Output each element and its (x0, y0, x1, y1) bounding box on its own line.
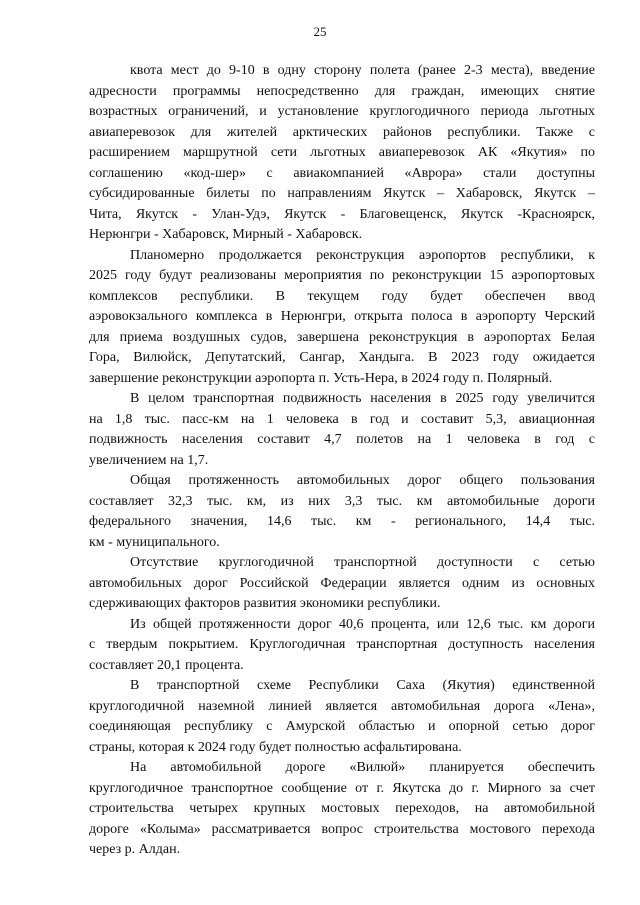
text-line: составляет 32,3 тыс. км, из них 3,3 тыс. км автомобильные дороги (89, 493, 595, 509)
paragraph (89, 246, 595, 390)
text-line: адресности программы непосредственно для граждан, имеющих снятие (89, 83, 595, 99)
text-line: авиаперевозок для жителей арктических районов республики. Также с (89, 124, 595, 140)
text-line: для приема воздушных судов, завершена реконструкция в аэропортах Белая (89, 329, 595, 345)
text-line: строительства четырех крупных мостовых переходов, на автомобильной (89, 801, 595, 816)
text-line: возрастных ограничений, и установление круглогодичного периода льготных (89, 104, 595, 119)
text-line: расширением маршрутной сети льготных авиаперевозок АК «Якутия» по (89, 145, 595, 160)
paragraph (89, 471, 595, 553)
text-line: км - муниципального. (89, 534, 220, 550)
text-line: соглашению «код-шер» с авиакомпанией «Аврора» стали доступны (89, 165, 595, 181)
text-line: круглогодичной наземной линией является автомобильная дорога «Лена», (89, 698, 595, 714)
text-line: дороге «Колыма» рассматривается вопрос строительства мостового перехода (89, 821, 595, 837)
text-line: сдерживающих факторов развития экономики республики. (89, 596, 441, 611)
text-line: В целом транспортная подвижность населения в 2025 году увеличится (130, 391, 595, 406)
text-line: 2025 году будут реализованы мероприятия по реконструкции 15 аэропортовых (89, 268, 595, 283)
text-line: Нерюнгри - Хабаровск, Мирный - Хабаровск. (89, 227, 363, 242)
text-line: завершение реконструкции аэропорта п. Усть-Нера, в 2024 году п. Полярный. (89, 370, 553, 386)
text-line: Чита, Якутск - Улан-Удэ, Якутск - Благовещенск, Якутск -Красноярск, (89, 206, 595, 222)
paragraph (89, 553, 595, 615)
text-line: с твердым покрытием. Круглогодичная транспортная доступность населения (89, 637, 595, 652)
text-line: составляет 20,1 процента. (89, 657, 244, 673)
text-line: подвижность населения составит 4,7 полетов на 1 человека в год с (89, 432, 595, 447)
text-line: на 1,8 тыс. пасс-км на 1 человека в год и составит 5,3, авиационная (89, 411, 595, 427)
text-line: В транспортной схеме Республики Саха (Якутия) единственной (130, 678, 595, 693)
text-line: федерального значения, 14,6 тыс. км - регионального, 14,4 тыс. (89, 514, 595, 529)
text-line: Гора, Вилюйск, Депутатский, Сангар, Хандыга. В 2023 году ожидается (89, 350, 595, 365)
text-line: субсидированные билеты по направлениям Якутск – Хабаровск, Якутск – (89, 186, 595, 201)
text-line: круглогодичное транспортное сообщение от г. Якутска до г. Мирного за счет (89, 780, 595, 796)
text-line: аэровокзального комплекса в Нерюнгри, открыта полоса в аэропорту Черский (89, 309, 595, 324)
paragraph (89, 615, 595, 677)
text-line: Планомерно продолжается реконструкция аэропортов республики, к (130, 247, 595, 263)
text-line: соединяющая республику с Амурской областью и опорной сетью дорог (89, 719, 595, 734)
paragraph (89, 389, 595, 471)
page-number: 25 (313, 24, 327, 39)
paragraph (89, 61, 595, 246)
text-line: Общая протяженность автомобильных дорог общего пользования (130, 473, 595, 488)
paragraph (89, 676, 595, 758)
text-line: комплексов республики. В текущем году будет обеспечен ввод (89, 288, 595, 304)
text-line: Отсутствие круглогодичной транспортной доступности с сетью (130, 555, 595, 570)
text-line: страны, которая к 2024 году будет полностью асфальтирована. (89, 739, 462, 755)
text-line: увеличением на 1,7. (89, 452, 209, 468)
text-line: квота мест до 9-10 в одну сторону полета (ранее 2-3 места), введение (130, 63, 595, 78)
text-line: через р. Алдан. (89, 842, 181, 857)
text-line: автомобильных дорог Российской Федерации является одним из основных (89, 575, 595, 591)
text-line: Из общей протяженности дорог 40,6 процента, или 12,6 тыс. км дороги (130, 616, 595, 632)
paragraph (89, 758, 595, 861)
text-line: На автомобильной дороге «Вилюй» планируется обеспечить (130, 760, 595, 775)
document-body (89, 61, 595, 861)
